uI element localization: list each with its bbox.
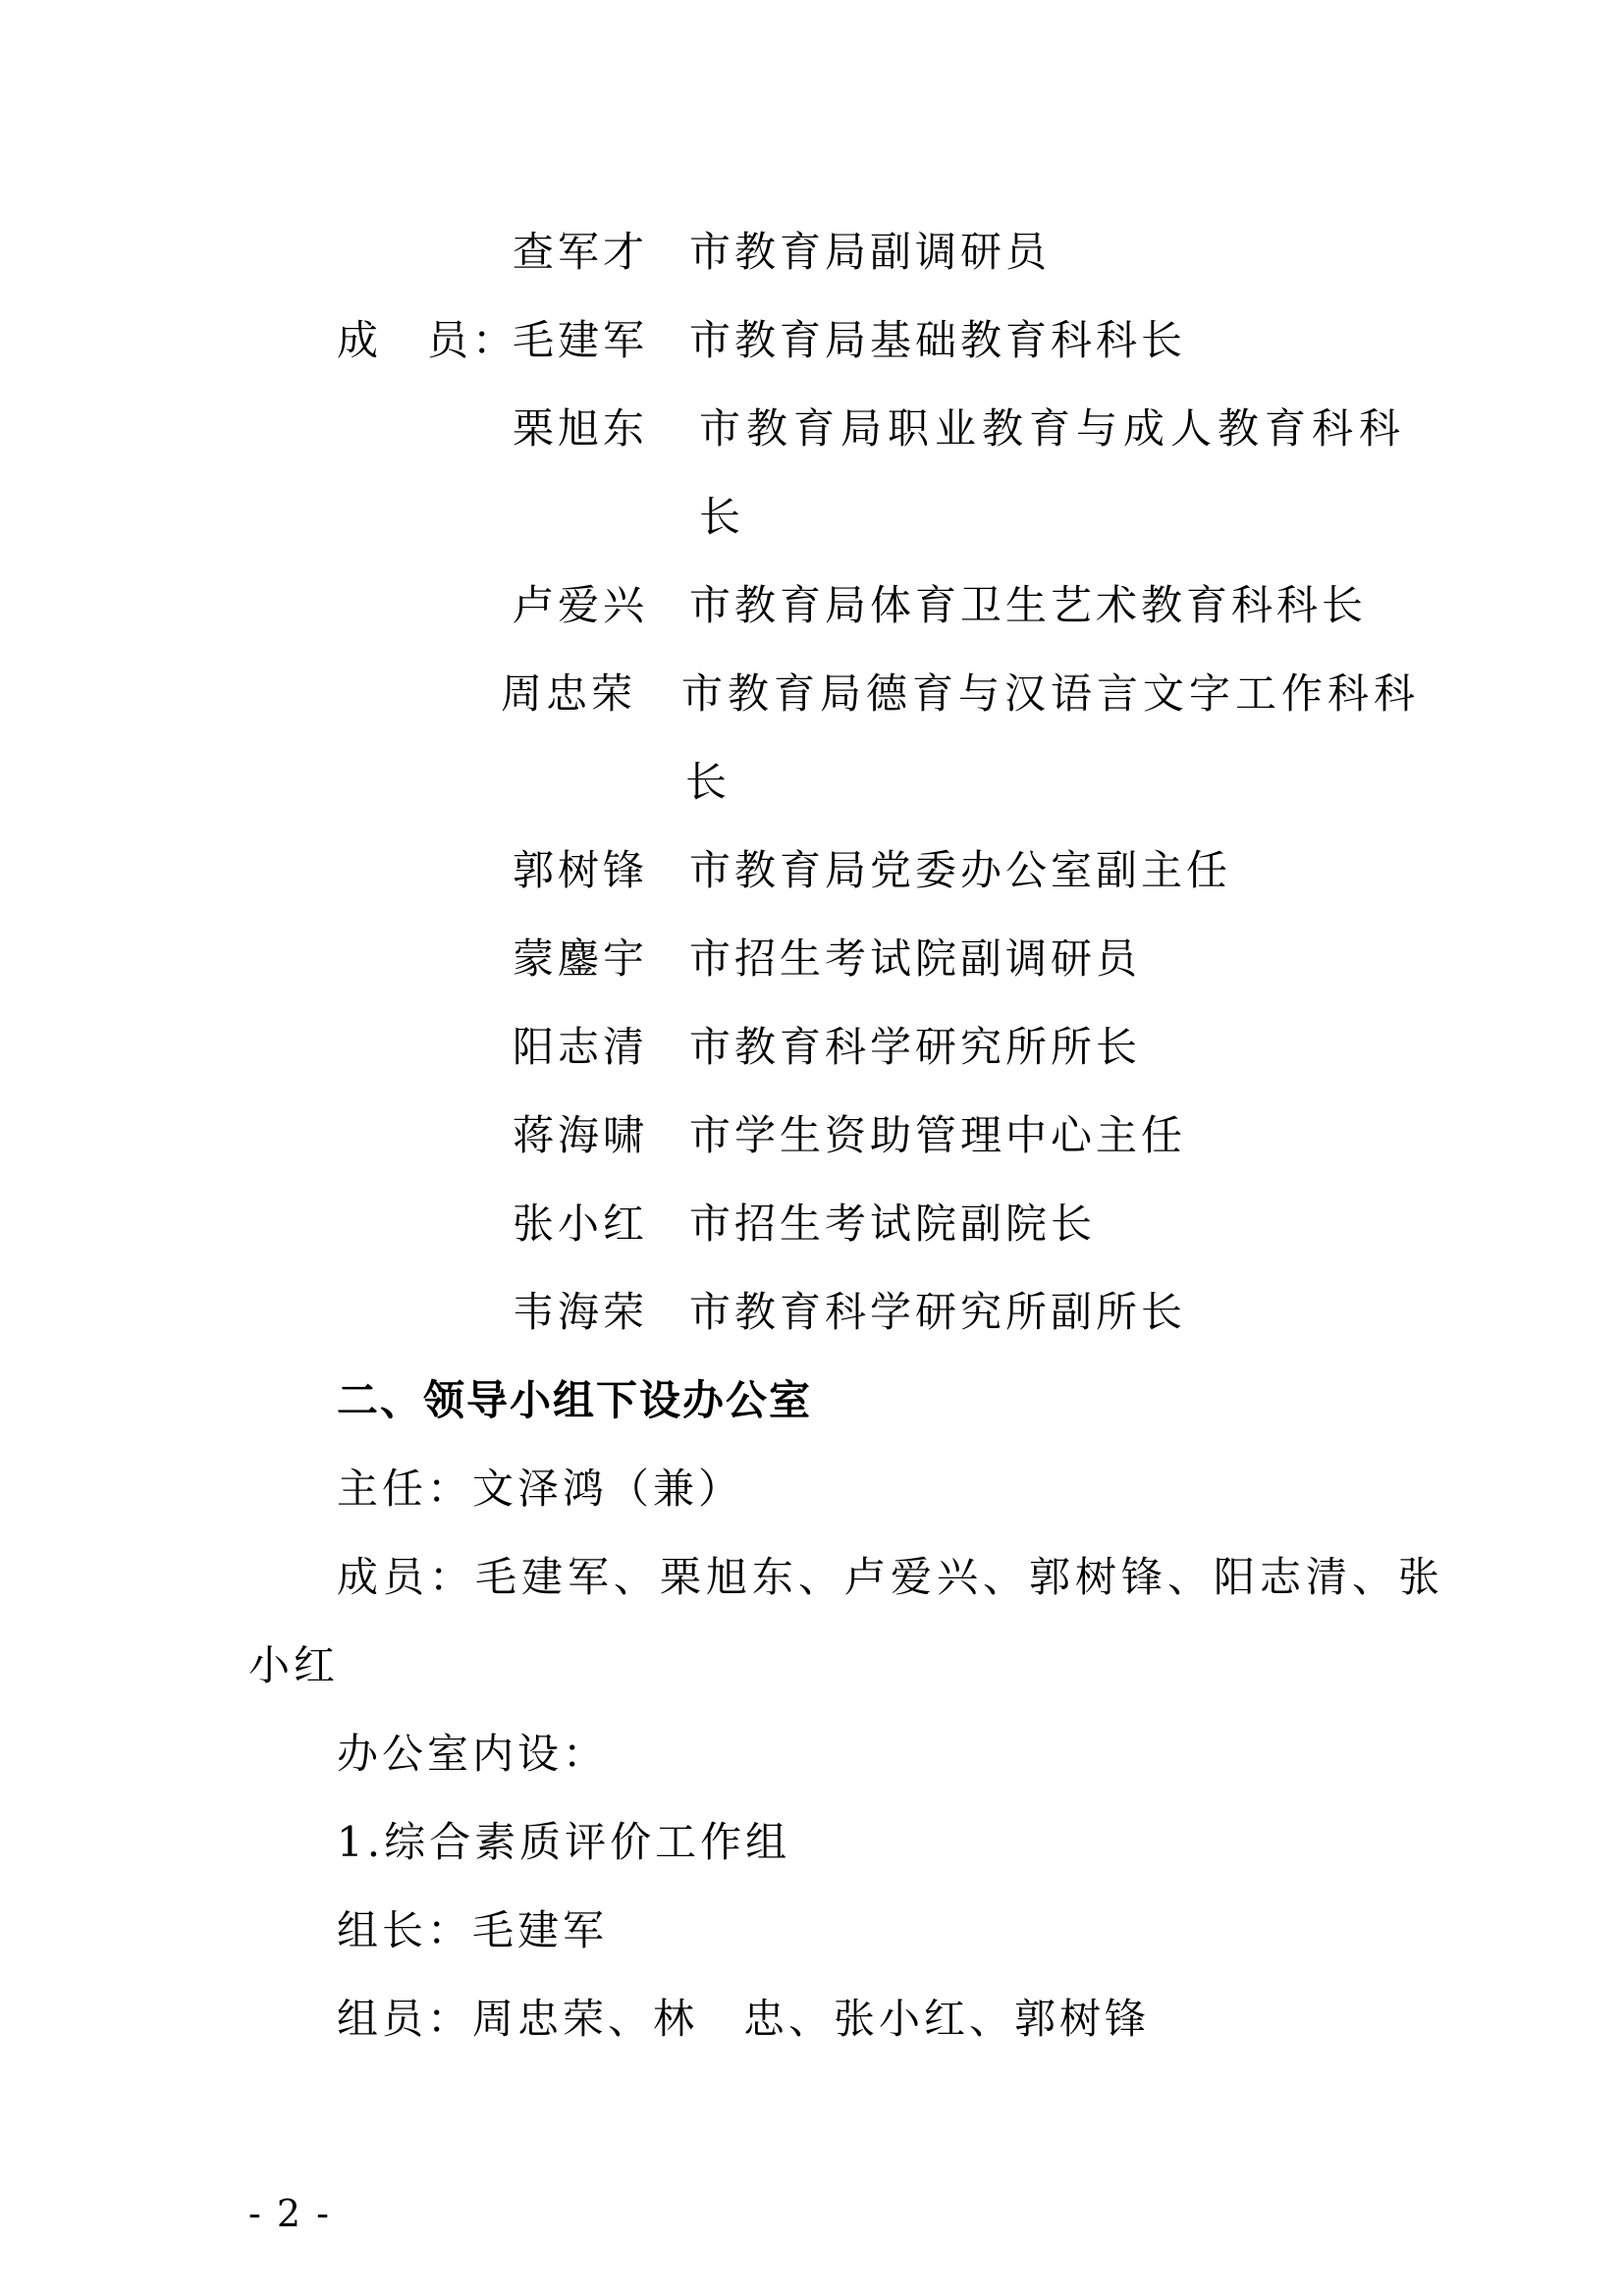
member-name: 张小红 bbox=[513, 1200, 649, 1248]
member-name: 蒋海啸 bbox=[513, 1111, 649, 1159]
member-title: 市教育局体育卫生艺术教育科科长 bbox=[689, 581, 1368, 629]
member-name: 卢爱兴 bbox=[513, 581, 649, 629]
member-title: 市教育局德育与汉语言文字工作科科 bbox=[681, 669, 1421, 718]
group-members: 组员：周忠荣、林 忠、张小红、郭树锋 bbox=[337, 1995, 1151, 2043]
office-members-continued: 小红 bbox=[248, 1641, 340, 1689]
member-title: 市教育科学研究所副所长 bbox=[689, 1288, 1187, 1336]
member-title: 市教育局基础教育科科长 bbox=[689, 316, 1187, 364]
member-title: 市学生资助管理中心主任 bbox=[689, 1111, 1187, 1159]
member-title: 市招生考试院副院长 bbox=[689, 1200, 1097, 1248]
member-name: 韦海荣 bbox=[513, 1288, 649, 1336]
office-members: 成员：毛建军、栗旭东、卢爱兴、郭树锋、阳志清、张 bbox=[337, 1553, 1445, 1601]
member-name: 周忠荣 bbox=[501, 669, 637, 718]
member-title: 市招生考试院副调研员 bbox=[689, 934, 1142, 983]
member-title-continued: 长 bbox=[685, 758, 731, 806]
member-name: 栗旭东 bbox=[513, 404, 649, 453]
member-name: 蒙鏖宇 bbox=[513, 934, 649, 983]
member-title-continued: 长 bbox=[699, 493, 745, 541]
member-name: 查军才 bbox=[513, 228, 649, 276]
members-label: 成 员： bbox=[337, 316, 518, 364]
page-number: - 2 - bbox=[248, 2192, 332, 2235]
member-name: 郭树锋 bbox=[513, 846, 649, 894]
section-heading: 二、领导小组下设办公室 bbox=[337, 1376, 813, 1424]
office-internal-label: 办公室内设： bbox=[337, 1730, 609, 1778]
group-leader: 组长：毛建军 bbox=[337, 1906, 609, 1954]
office-director: 主任：文泽鸿（兼） bbox=[337, 1465, 744, 1513]
member-title: 市教育局副调研员 bbox=[689, 228, 1052, 276]
member-title: 市教育科学研究所所长 bbox=[689, 1023, 1142, 1071]
member-title: 市教育局职业教育与成人教育科科 bbox=[699, 404, 1407, 453]
group-title: 1.综合素质评价工作组 bbox=[337, 1818, 791, 1866]
member-name: 阳志清 bbox=[513, 1023, 649, 1071]
member-name: 毛建军 bbox=[513, 316, 649, 364]
member-title: 市教育局党委办公室副主任 bbox=[689, 846, 1232, 894]
